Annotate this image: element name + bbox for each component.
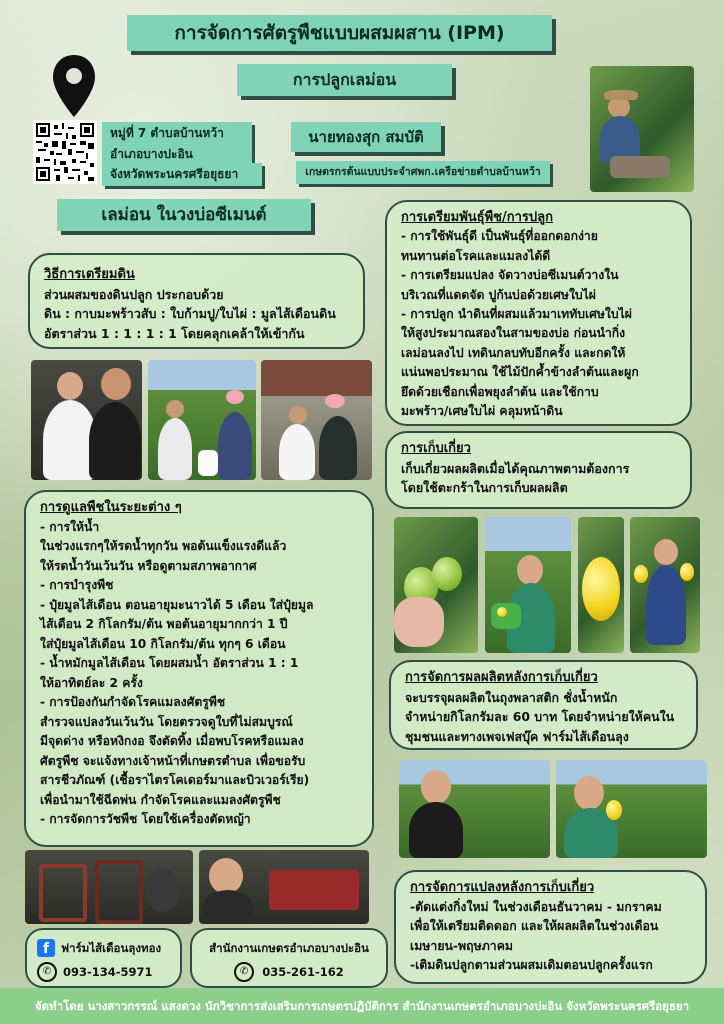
facebook-page-name: ฟาร์มไส้เดือนลุงทอง xyxy=(61,941,162,955)
photo-orchard-1 xyxy=(399,760,550,858)
post-line: จะบรรจุผลผลิตในถุงพลาสติก ชั่งน้ำหนัก xyxy=(405,689,618,705)
photo-lemon-fruit xyxy=(578,517,624,653)
post-harvest-panel xyxy=(389,660,698,750)
address-province: จังหวัดพระนครศรีอยุธยา xyxy=(102,163,262,186)
plot-line: เพื่อให้เตรียมติดดอก และให้ผลผลิตในช่วงเดือน xyxy=(410,919,659,933)
photo-orchard-2 xyxy=(556,760,707,858)
office-phone-number: 035-261-162 xyxy=(262,965,344,979)
care-line: ศัตรูพืช จะแจ้งทางเจ้าหน้าที่เกษตรตำบล เพื่อขอรับ xyxy=(40,753,306,768)
photo-soil-mixing-2 xyxy=(148,360,256,480)
care-line: สารชีวภัณฑ์ (เชื้อราไตรโคเดอร์มาและบิวเวอร์เรีย) xyxy=(40,773,310,787)
care-line: - การป้องกันกำจัดโรคแมลงศัตรูพืช xyxy=(40,695,226,709)
care-line: - น้ำหมักมูลไส้เดือน โดยผสมน้ำ อัตราส่วน 1 : 1 xyxy=(40,656,299,670)
photo-worm-farm xyxy=(199,850,369,924)
plot-heading: การจัดการแปลงหลังการเก็บเกี่ยว xyxy=(410,880,595,895)
care-line: ไส้เดือน 2 กิโลกรัม/ต้น พอต้นอายุมากกว่า 1 ปี xyxy=(40,617,288,631)
photo-cement-rings xyxy=(25,850,193,924)
care-line: มีจุดด่าง หรือหงิกงอ จึงตัดทิ้ง เมื่อพบโรคหรือแมลง xyxy=(40,734,304,748)
care-heading: การดูแลพืชในระยะต่าง ๆ xyxy=(40,500,182,515)
prep-line: ให้สูงประมาณสองในสามของบ่อ ก่อนนำกิ่ง xyxy=(401,326,626,341)
prep-line: - การใช้พันธุ์ดี เป็นพันธุ์ที่ออกดอกง่าย xyxy=(401,229,598,244)
prep-line: ยึดด้วยเชือกเพื่อพยุงลำต้น และใช้กาบ xyxy=(401,384,599,399)
post-line: ชุมชนและทางเพจเฟสบุ๊ค ฟาร์มไส้เดือนลุง xyxy=(405,728,629,744)
facebook-icon: f xyxy=(37,939,55,957)
post-plot-panel xyxy=(394,870,707,984)
care-line: สำรวจแปลงวันเว้นวัน โดยตรวจดูใบที่ไม่สมบูรณ์ xyxy=(40,714,293,729)
facebook-row[interactable] xyxy=(37,936,170,960)
soil-line: ดิน : กาบมะพร้าวสับ : ใบก้ามปู/ใบไผ่ : มูลไส้เดือนดิน xyxy=(44,306,336,321)
post-line: จำหน่ายกิโลกรัมละ 60 บาท โดยจำหน่ายให้คนใน xyxy=(405,709,675,724)
prep-line: เลม่อนลงไป เทดินกลบทับอีกครั้ง และกดให้ xyxy=(401,345,626,360)
prep-line: ทนทานต่อโรคและแมลงได้ดี xyxy=(401,248,551,263)
photo-harvest-basket xyxy=(485,517,571,653)
office-name: สำนักงานเกษตรอำเภอบางปะอิน xyxy=(209,941,369,955)
prep-line: - การปลูก นำดินที่ผสมแล้วมาเททับเศษใบไผ่ xyxy=(401,307,632,322)
address-district: อำเภอบางปะอิน xyxy=(102,143,252,166)
footer-credit: จัดทำโดย นางสาวกรรณ์ แสงดวง นักวิชาการส่งเสริมการเกษตรปฏิบัติการ สำนักงานเกษตรอำเภอบางปะอิน จังหวัดพระนครศรีอยุธยา xyxy=(0,988,724,1024)
care-line: ใส่ปุ๋ยมูลไส้เดือน 10 กิโลกรัม/ต้น ทุกๆ 6 เดือน xyxy=(40,636,286,651)
post-heading: การจัดการผลผลิตหลังการเก็บเกี่ยว xyxy=(405,670,598,685)
prep-line: บริเวณที่แดดจัด ปูก้นบ่อด้วยเศษใบไผ่ xyxy=(401,287,596,302)
plant-care-panel xyxy=(24,490,374,847)
care-line: - การบำรุงพืช xyxy=(40,578,114,592)
subtitle: การปลูกเลม่อน xyxy=(237,64,452,96)
contact-farm xyxy=(25,928,182,988)
care-line: ให้อาทิตย์ละ 2 ครั้ง xyxy=(40,675,143,690)
harvest-line: โดยใช้ตะกร้าในการเก็บผลผลิต xyxy=(401,480,568,495)
farmer-name: นายทองสุก สมบัติ xyxy=(291,122,441,152)
care-line: ให้รดน้ำวันเว้นวัน หรือดูตามสภาพอากาศ xyxy=(40,558,257,573)
phone-number: 093-134-5971 xyxy=(63,965,153,979)
office-phone-row[interactable] xyxy=(202,960,376,984)
photo-soil-mixing-3 xyxy=(261,360,372,480)
contact-office xyxy=(190,928,388,988)
care-line: - การให้น้ำ xyxy=(40,519,100,534)
soil-heading: วิธีการเตรียมดิน xyxy=(44,267,135,282)
harvest-panel xyxy=(385,431,692,509)
section-title: เลม่อน ในวงบ่อซีเมนต์ xyxy=(57,199,311,231)
phone-icon: ✆ xyxy=(37,962,57,982)
care-line: - ปุ๋ยมูลไส้เดือน ตอนอายุมะนาวได้ 5 เดือน ใส่ปุ๋ยมูล xyxy=(40,597,314,612)
harvest-line: เก็บเกี่ยวผลผลิตเมื่อได้คุณภาพตามต้องการ xyxy=(401,460,630,476)
plant-preparation-panel xyxy=(385,200,692,426)
care-line: เพื่อนำมาใช้ฉีดพ่น กำจัดโรคและแมลงศัตรูพืช xyxy=(40,792,281,807)
prep-heading: การเตรียมพันธุ์พืช/การปลูก xyxy=(401,210,553,225)
photo-lime-closeup xyxy=(394,517,478,653)
harvest-heading: การเก็บเกี่ยว xyxy=(401,441,471,456)
plot-line: -เติมดินปลูกตามส่วนผสมเดิมตอนปลูกครั้งแรก xyxy=(410,958,653,972)
photo-harvest-lemons xyxy=(630,517,700,653)
plot-line: -ตัดแต่งกิ่งใหม่ ในช่วงเดือนธันวาคม - มกราคม xyxy=(410,899,662,914)
location-pin-icon xyxy=(51,53,97,119)
qr-code[interactable] xyxy=(33,120,97,184)
phone-icon: ✆ xyxy=(234,962,254,982)
main-title: การจัดการศัตรูพืชแบบผสมผสาน (IPM) xyxy=(127,15,552,51)
prep-line: แน่นพอประมาณ ใช้ไม้ปักค้ำข้างลำต้นและผูก xyxy=(401,365,639,380)
phone-row[interactable] xyxy=(37,960,170,984)
prep-line: มะพร้าว/เศษใบไผ่ คลุมหน้าดิน xyxy=(401,404,563,419)
farmer-role: เกษตรกรต้นแบบประจำศพก.เครือข่ายตำบลบ้านหว้า xyxy=(296,161,550,184)
farmer-photo xyxy=(590,66,694,192)
care-line: ในช่วงแรกๆให้รดน้ำทุกวัน พอต้นแข็งแรงดีแล้ว xyxy=(40,539,287,553)
soil-line: อัตราส่วน 1 : 1 : 1 : 1 โดยคลุกเคล้าให้เข้ากัน xyxy=(44,325,305,341)
photo-soil-mixing-1 xyxy=(31,360,142,480)
soil-preparation-panel xyxy=(28,253,365,349)
soil-line: ส่วนผสมของดินปลูก ประกอบด้วย xyxy=(44,286,224,302)
address-village: หมู่ที่ 7 ตำบลบ้านหว้า xyxy=(102,122,252,145)
plot-line: เมษายน-พฤษภาคม xyxy=(410,938,514,953)
care-line: - การจัดการวัชพืช โดยใช้เครื่องตัดหญ้า xyxy=(40,812,251,826)
prep-line: - การเตรียมแปลง จัดวางบ่อซีเมนต์วางใน xyxy=(401,268,619,283)
